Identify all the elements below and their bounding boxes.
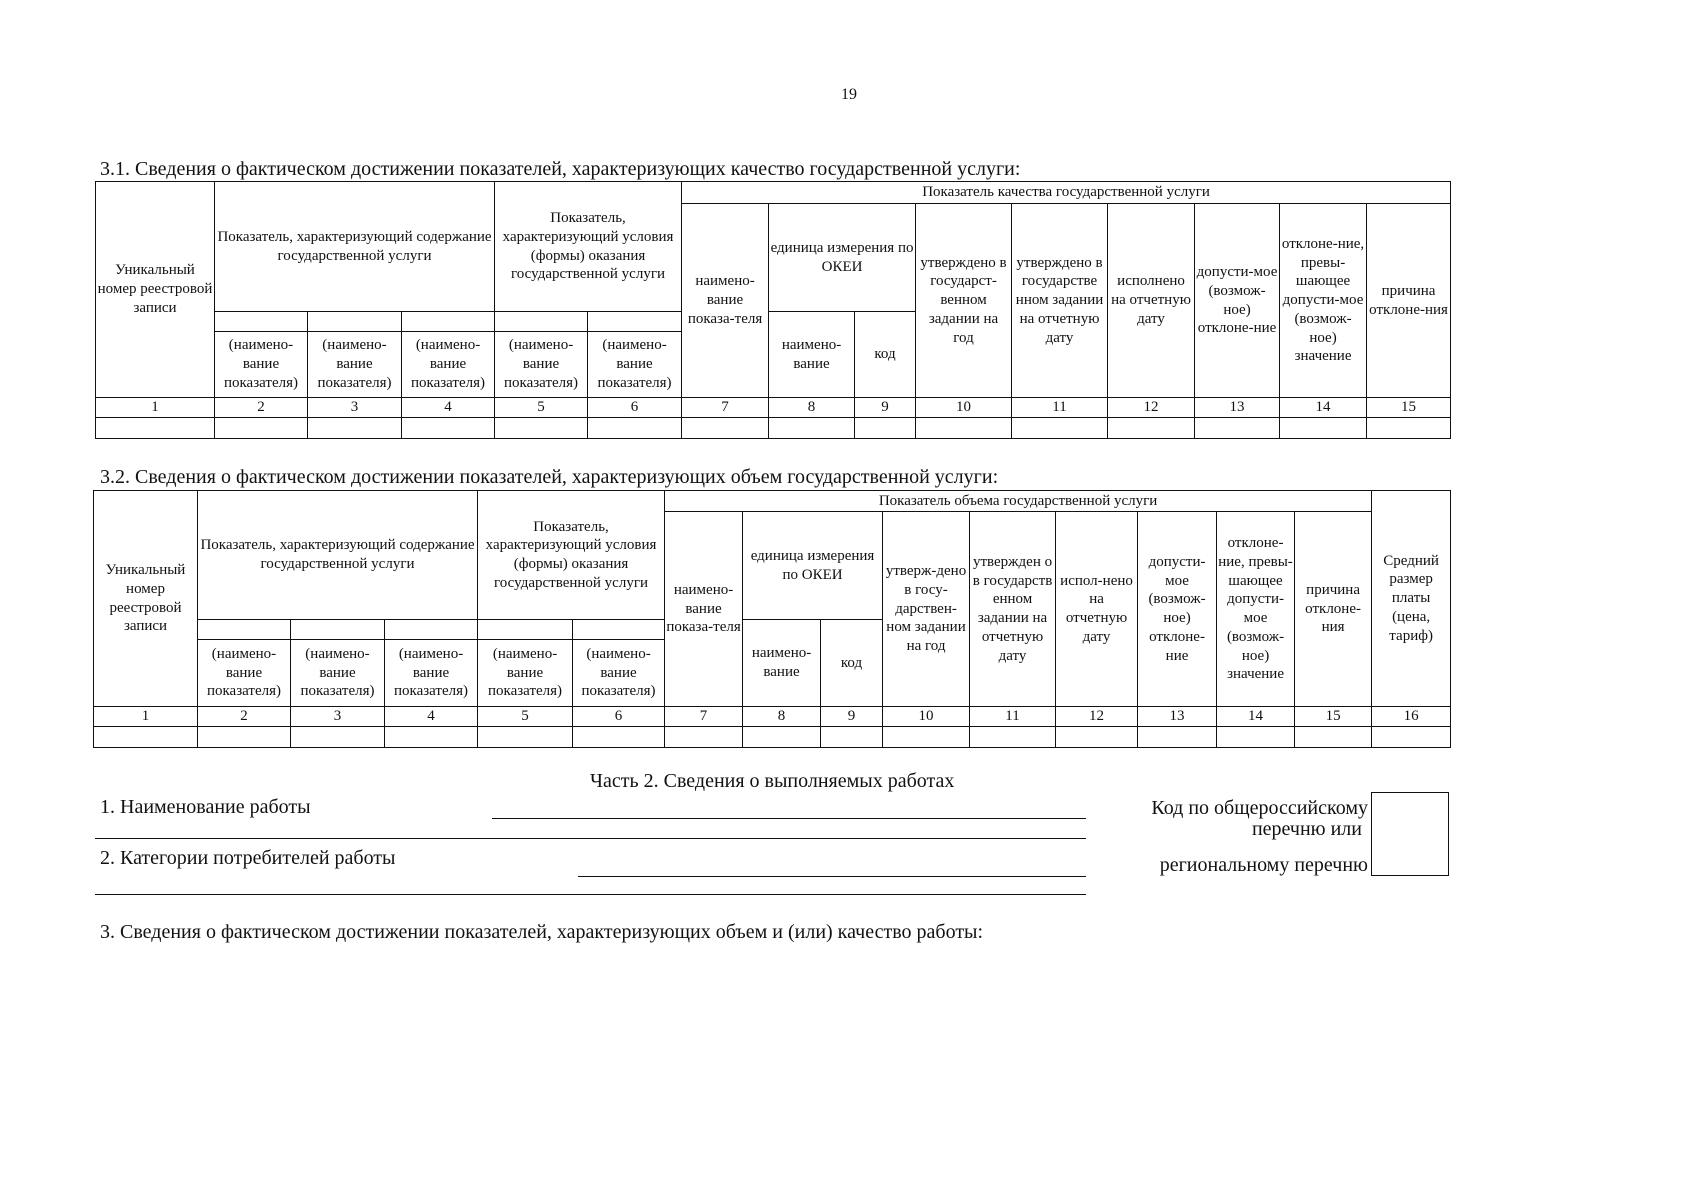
sub-indicator-name: (наимено-вание показателя) <box>588 332 682 398</box>
sub-indicator-name: (наимено-вание показателя) <box>478 640 573 707</box>
col-unit-name: наимено-вание <box>769 312 855 398</box>
empty-cell <box>291 620 385 640</box>
column-number: 2 <box>198 707 291 727</box>
data-cell <box>1012 418 1108 439</box>
consumer-categories-field-line-2[interactable] <box>95 894 1086 895</box>
table-row <box>96 418 1451 439</box>
volume-indicator-group: Показатель объема государственной услуги <box>665 491 1372 512</box>
volume-table <box>93 490 1451 748</box>
data-cell <box>291 727 385 748</box>
column-number: 14 <box>1217 707 1295 727</box>
empty-cell <box>495 312 588 332</box>
data-cell <box>215 418 308 439</box>
table-row <box>94 727 1451 748</box>
data-cell <box>1138 727 1217 748</box>
col-approved-date: утвержден о в государств енном задании на отчетную дату <box>970 512 1056 707</box>
col-approved-year: утверждено в государст-венном задании на год <box>916 204 1012 398</box>
col-okei-unit: единица измерения по ОКЕИ <box>743 512 883 620</box>
data-cell <box>970 727 1056 748</box>
empty-cell <box>198 620 291 640</box>
column-number: 12 <box>1056 707 1138 727</box>
col-deviation-reason: причина отклоне-ния <box>1367 204 1451 398</box>
code-label-line-2: перечню или <box>1251 818 1362 840</box>
data-cell <box>1372 727 1451 748</box>
data-cell <box>308 418 402 439</box>
col-unit-name: наимено-вание <box>743 620 821 707</box>
column-number: 4 <box>402 398 495 418</box>
quality-table <box>95 181 1451 439</box>
data-cell <box>495 418 588 439</box>
column-number: 6 <box>573 707 665 727</box>
data-cell <box>769 418 855 439</box>
column-number: 8 <box>743 707 821 727</box>
column-number: 9 <box>821 707 883 727</box>
data-cell <box>916 418 1012 439</box>
data-cell <box>665 727 743 748</box>
data-cell <box>682 418 769 439</box>
column-number: 10 <box>883 707 970 727</box>
data-cell <box>1108 418 1195 439</box>
registry-code-box[interactable] <box>1371 792 1449 876</box>
empty-cell <box>478 620 573 640</box>
data-cell <box>1056 727 1138 748</box>
col-approved-date: утверждено в государстве нном задании на отчетную дату <box>1012 204 1108 398</box>
page-number: 19 <box>841 86 857 103</box>
empty-cell <box>588 312 682 332</box>
data-cell <box>1367 418 1451 439</box>
column-number: 13 <box>1138 707 1217 727</box>
data-cell <box>821 727 883 748</box>
work-name-field[interactable] <box>492 818 1086 819</box>
col-allowed-deviation: допусти-мое (возмож-ное) отклоне-ние <box>1195 204 1280 398</box>
col-conditions-indicator: Показатель, характеризующий условия (формы) оказания государственной услуги <box>495 182 682 312</box>
section-3-2-title: 3.2. Сведения о фактическом достижении показателей, характеризующих объем государственной услуги: <box>100 466 999 488</box>
sub-indicator-name: (наимено-вание показателя) <box>215 332 308 398</box>
data-cell <box>1280 418 1367 439</box>
data-cell <box>743 727 821 748</box>
col-executed: исполнено на отчетную дату <box>1108 204 1195 398</box>
sub-indicator-name: (наимено-вание показателя) <box>385 640 478 707</box>
empty-cell <box>308 312 402 332</box>
col-average-price: Средний размер платы (цена, тариф) <box>1372 491 1451 707</box>
column-number: 13 <box>1195 398 1280 418</box>
sub-indicator-name: (наимено-вание показателя) <box>308 332 402 398</box>
column-number: 11 <box>970 707 1056 727</box>
data-cell <box>1295 727 1372 748</box>
data-cell <box>1217 727 1295 748</box>
column-number: 2 <box>215 398 308 418</box>
col-deviation-reason: причина отклоне-ния <box>1295 512 1372 707</box>
data-cell <box>855 418 916 439</box>
column-number: 1 <box>96 398 215 418</box>
data-cell <box>478 727 573 748</box>
col-unique-number: Уникальный номер реестровой записи <box>96 182 215 398</box>
sub-indicator-name: (наимено-вание показателя) <box>573 640 665 707</box>
column-number: 3 <box>291 707 385 727</box>
column-number: 4 <box>385 707 478 727</box>
work-name-label: 1. Наименование работы <box>100 796 311 818</box>
work-name-field-line-2[interactable] <box>95 838 1086 839</box>
code-label-line-1: Код по общероссийскому <box>1151 797 1368 819</box>
column-number: 15 <box>1295 707 1372 727</box>
column-number: 6 <box>588 398 682 418</box>
column-number: 3 <box>308 398 402 418</box>
column-number: 1 <box>94 707 198 727</box>
column-number: 16 <box>1372 707 1451 727</box>
data-cell <box>96 418 215 439</box>
col-exceeding-deviation: отклоне-ние, превы-шающее допусти-мое (возмож-ное) значение <box>1217 512 1295 707</box>
empty-cell <box>402 312 495 332</box>
col-approved-year: утверж-дено в госу-дарствен-ном задании на год <box>883 512 970 707</box>
column-number: 10 <box>916 398 1012 418</box>
consumer-categories-label: 2. Категории потребителей работы <box>100 847 396 869</box>
column-number: 15 <box>1367 398 1451 418</box>
part-2-title: Часть 2. Сведения о выполняемых работах <box>590 770 955 792</box>
section-3-title: 3. Сведения о фактическом достижении показателей, характеризующих объем и (или) качество работы: <box>100 921 984 943</box>
column-number: 11 <box>1012 398 1108 418</box>
data-cell <box>385 727 478 748</box>
data-cell <box>198 727 291 748</box>
col-exceeding-deviation: отклоне-ние, превы-шающее допусти-мое (возмож-ное) значение <box>1280 204 1367 398</box>
data-cell <box>402 418 495 439</box>
quality-indicator-group: Показатель качества государственной услуги <box>682 182 1451 204</box>
column-number: 9 <box>855 398 916 418</box>
empty-cell <box>573 620 665 640</box>
data-cell <box>1195 418 1280 439</box>
sub-indicator-name: (наимено-вание показателя) <box>198 640 291 707</box>
column-number: 8 <box>769 398 855 418</box>
data-cell <box>883 727 970 748</box>
col-unit-code: код <box>855 312 916 398</box>
col-content-indicator: Показатель, характеризующий содержание государственной услуги <box>198 491 478 620</box>
column-number: 7 <box>682 398 769 418</box>
consumer-categories-field[interactable] <box>578 876 1086 877</box>
col-okei-unit: единица измерения по ОКЕИ <box>769 204 916 312</box>
data-cell <box>573 727 665 748</box>
code-label-line-3: региональному перечню <box>1159 854 1368 876</box>
col-indicator-name: наимено-вание показа-теля <box>682 204 769 398</box>
section-3-1-title: 3.1. Сведения о фактическом достижении показателей, характеризующих качество государственной услуги: <box>100 158 1021 180</box>
col-unique-number: Уникальный номер реестровой записи <box>94 491 198 707</box>
col-unit-code: код <box>821 620 883 707</box>
col-allowed-deviation: допусти-мое (возмож-ное) отклоне-ние <box>1138 512 1217 707</box>
empty-cell <box>385 620 478 640</box>
column-number: 5 <box>495 398 588 418</box>
col-executed: испол-нено на отчетную дату <box>1056 512 1138 707</box>
col-indicator-name: наимено-вание показа-теля <box>665 512 743 707</box>
col-conditions-indicator: Показатель, характеризующий условия (формы) оказания государственной услуги <box>478 491 665 620</box>
column-number: 7 <box>665 707 743 727</box>
column-number: 5 <box>478 707 573 727</box>
empty-cell <box>215 312 308 332</box>
data-cell <box>94 727 198 748</box>
sub-indicator-name: (наимено-вание показателя) <box>402 332 495 398</box>
column-number: 12 <box>1108 398 1195 418</box>
data-cell <box>588 418 682 439</box>
col-content-indicator: Показатель, характеризующий содержание государственной услуги <box>215 182 495 312</box>
column-number: 14 <box>1280 398 1367 418</box>
sub-indicator-name: (наимено-вание показателя) <box>495 332 588 398</box>
sub-indicator-name: (наимено-вание показателя) <box>291 640 385 707</box>
